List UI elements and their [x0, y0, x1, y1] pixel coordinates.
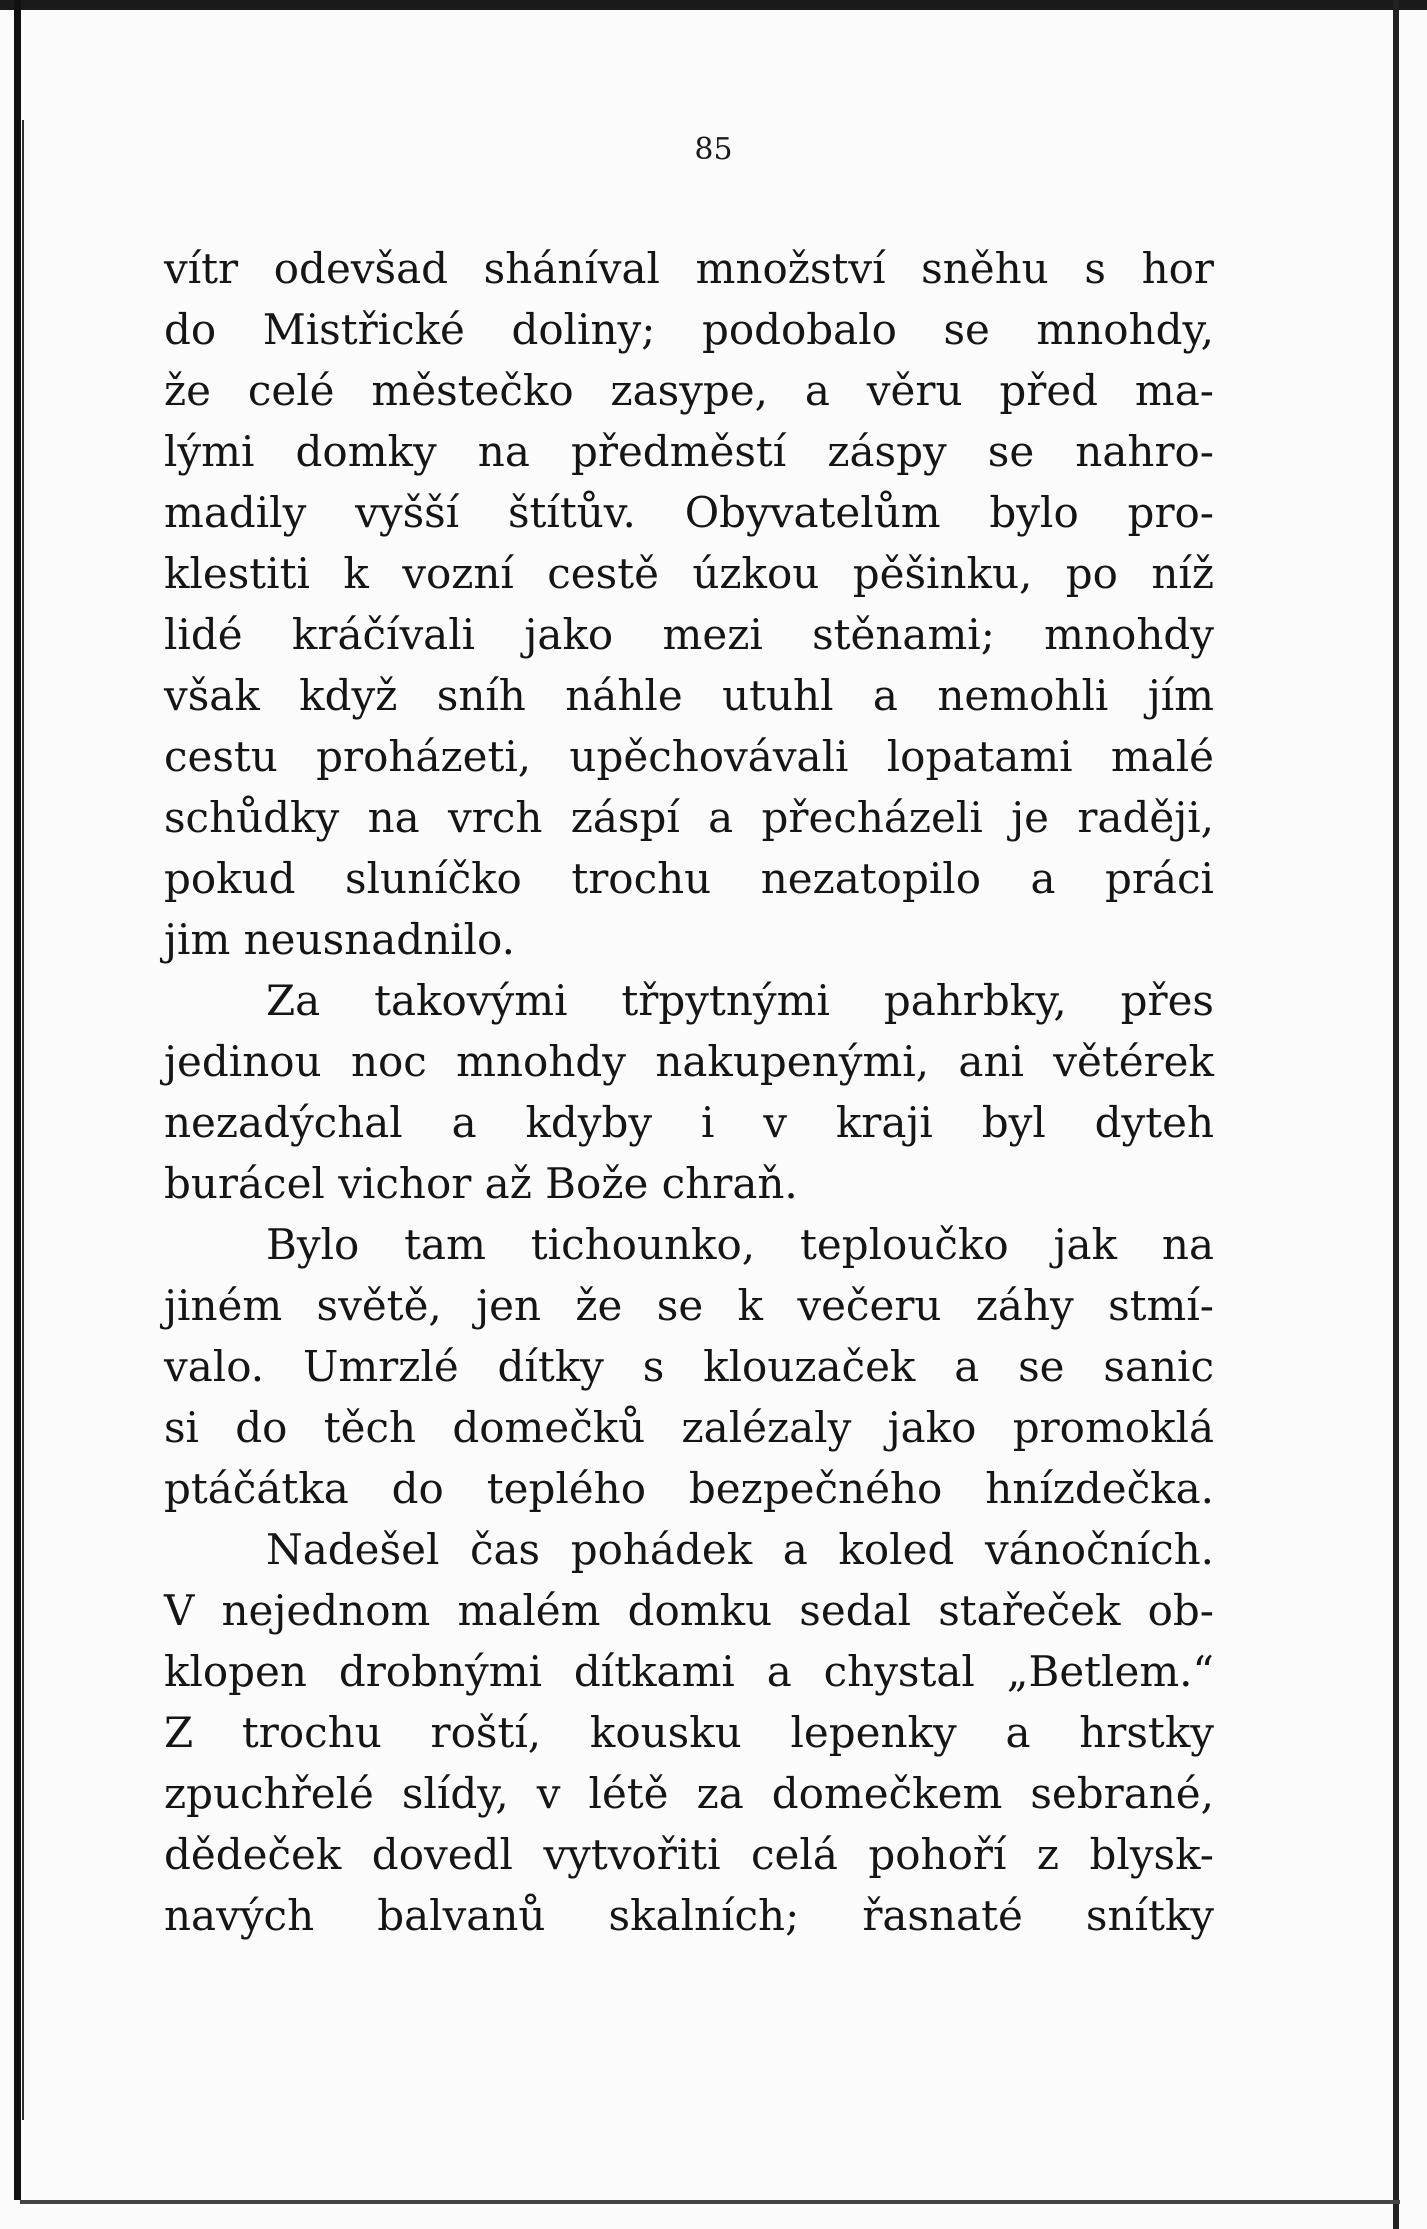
text-line: jedinou noc mnohdy nakupenými, ani větérek [164, 1037, 1214, 1086]
text-line: cestu proházeti, upěchovávali lopatami malé [164, 732, 1214, 781]
text-line: lidé kráčívali jako mezi stěnami; mnohdy [164, 610, 1214, 659]
text-line: si do těch domečků zalézaly jako promoklá [164, 1403, 1214, 1452]
text-line: lými domky na předměstí záspy se nahro- [164, 427, 1214, 476]
scan-edge-top [0, 0, 1427, 10]
text-line: pokud sluníčko trochu nezatopilo a práci [164, 854, 1214, 903]
text-line: Z trochu roští, kousku lepenky a hrstky [164, 1708, 1214, 1757]
text-line: dědeček dovedl vytvořiti celá pohoří z blysk- [164, 1830, 1214, 1879]
text-line: klopen drobnými dítkami a chystal „Betlem.“ [164, 1647, 1214, 1696]
text-line: V nejednom malém domku sedal stařeček ob- [164, 1586, 1214, 1635]
paragraph-end-line: ptáčátka do teplého bezpečného hnízdečka. [164, 1464, 1214, 1513]
text-line: jiném světě, jen že se k večeru záhy stmí- [164, 1281, 1214, 1330]
text-line: navých balvanů skalních; řasnaté snítky [164, 1891, 1214, 1940]
paragraph-end-line: jim neusnadnilo. [164, 915, 515, 964]
text-line: nezadýchal a kdyby i v kraji byl dyteh [164, 1098, 1214, 1147]
page-number: 85 [694, 132, 733, 167]
paragraph-start-line: Bylo tam tichounko, teploučko jak na [266, 1220, 1214, 1269]
text-line: že celé městečko zasype, a věru před ma- [164, 366, 1214, 415]
scan-edge-left-inner [22, 120, 24, 2120]
paragraph-start-line: Za takovými třpytnými pahrbky, přes [266, 976, 1214, 1025]
text-line: vítr odevšad sháníval množství sněhu s hor [164, 244, 1214, 293]
body-text [164, 238, 1214, 1946]
text-line: schůdky na vrch záspí a přecházeli je raději, [164, 793, 1214, 842]
text-line: madily vyšší štítův. Obyvatelům bylo pro- [164, 488, 1214, 537]
scan-edge-left [14, 0, 21, 2200]
text-line: klestiti k vozní cestě úzkou pěšinku, po níž [164, 549, 1214, 598]
paragraph-start-line: Nadešel čas pohádek a koled vánočních. [266, 1525, 1214, 1574]
text-line: však když sníh náhle utuhl a nemohli jím [164, 671, 1214, 720]
paragraph-end-line: burácel vichor až Bože chraň. [164, 1159, 798, 1208]
scan-edge-right [1393, 0, 1399, 2229]
text-line: zpuchřelé slídy, v létě za domečkem sebrané, [164, 1769, 1214, 1818]
text-line: do Mistřické doliny; podobalo se mnohdy, [164, 305, 1214, 354]
scan-edge-bottom [20, 2200, 1400, 2204]
text-line: valo. Umrzlé dítky s klouzaček a se sanic [164, 1342, 1214, 1391]
